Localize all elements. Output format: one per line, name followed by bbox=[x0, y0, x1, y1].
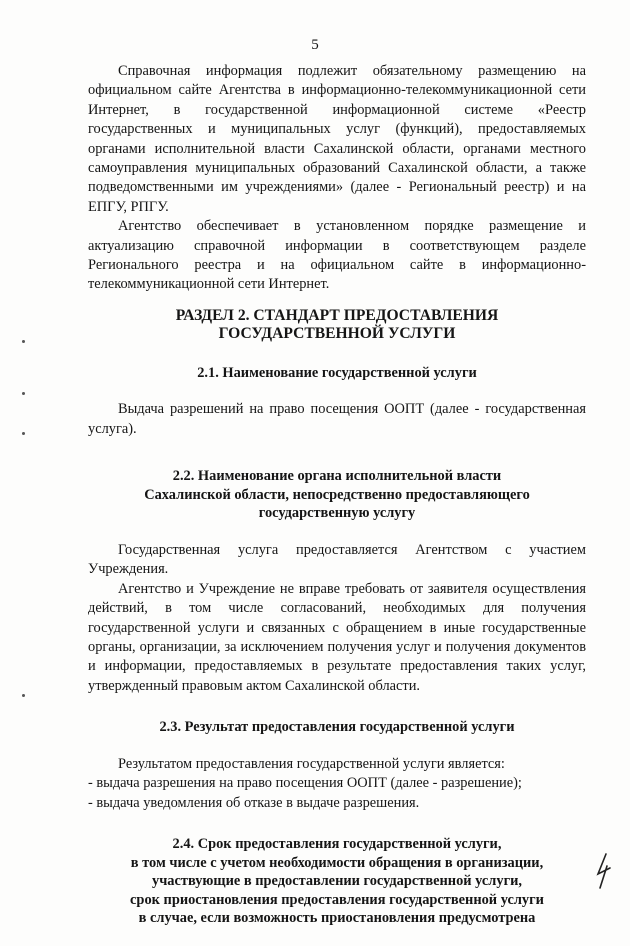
list-item: - выдача уведомления об отказе в выдаче разрешения. bbox=[88, 794, 420, 811]
list-item: - выдача разрешения на право посещения ООПТ (далее - разрешение); bbox=[88, 775, 522, 792]
paragraph-agency-updates: Агентство обеспечивает в установленном порядке размещение и актуализацию справочной информации в соответствующем разделе Регионального реестра и на официальном сайте в информационно-телекоммуникационной сети Интернет. bbox=[88, 218, 586, 293]
subsection-2-3-title bbox=[88, 718, 586, 737]
subsection-title-line: в том числе с учетом необходимости обращения в организации, bbox=[130, 854, 544, 871]
page-number: 5 bbox=[311, 37, 319, 53]
scan-speck bbox=[22, 340, 25, 343]
scan-speck bbox=[22, 694, 25, 697]
paragraph-service-provider: Государственная услуга предоставляется Агентством с участием Учреждения. bbox=[88, 541, 586, 578]
subsection-title-line: участвующие в предоставлении государственной услуги, bbox=[152, 873, 522, 890]
subsection-2-1-title bbox=[88, 364, 586, 383]
subsection-title-line: 2.1. Наименование государственной услуги bbox=[197, 364, 477, 381]
subsection-2-4-title bbox=[88, 835, 586, 928]
paragraph-reference-info: Справочная информация подлежит обязательному размещению на официальном сайте Агентства в информационно-телекоммуникационной сети Интернет, в государственной информационной системе «Реестр государственных и муниципальных услуг (функций), предоставляемых органами исполнительной власти Сахалинской области, органами местного самоуправления муниципальных образований Сахалинской области, а также подведомственными им учреждениями» (далее - Региональный реестр) и на ЕПГУ, РПГУ. bbox=[88, 63, 586, 215]
scan-speck bbox=[22, 392, 25, 395]
handwritten-mark-icon bbox=[588, 852, 614, 890]
subsection-title-line: Сахалинской области, непосредственно предоставляющего bbox=[144, 486, 530, 503]
subsection-title-line: 2.3. Результат предоставления государственной услуги bbox=[159, 719, 515, 736]
section-2-title bbox=[88, 307, 586, 344]
subsection-title-line: 2.4. Срок предоставления государственной услуги, bbox=[172, 835, 502, 852]
result-list bbox=[88, 774, 586, 813]
subsection-title-line: государственную услугу bbox=[258, 505, 416, 522]
subsection-title-line: 2.2. Наименование органа исполнительной власти bbox=[172, 468, 502, 485]
paragraph-result-intro: Результатом предоставления государственной услуги является: bbox=[118, 755, 505, 772]
subsection-2-2-title bbox=[88, 467, 586, 523]
paragraph-service-name: Выдача разрешений на право посещения ООПТ (далее - государственная услуга). bbox=[88, 401, 586, 437]
section-2-title-line: ГОСУДАРСТВЕННОЙ УСЛУГИ bbox=[218, 325, 456, 343]
subsection-title-line: срок приостановления предоставления государственной услуги bbox=[130, 891, 544, 908]
scan-speck bbox=[22, 432, 25, 435]
paragraph-restrictions: Агентство и Учреждение не вправе требовать от заявителя осуществления действий, в том числе согласований, необходимых для получения государственной услуги и связанных с обращением в иные государственные органы, организации, за исключением получения услуг и получения документов и информации, предоставляемых в результате предоставления таких услуг, утвержденный правовым актом Сахалинской области. bbox=[88, 580, 586, 694]
section-2-title-line: РАЗДЕЛ 2. СТАНДАРТ ПРЕДОСТАВЛЕНИЯ bbox=[175, 306, 499, 324]
document-body bbox=[88, 62, 586, 946]
subsection-title-line: в случае, если возможность приостановления предусмотрена bbox=[138, 910, 536, 927]
